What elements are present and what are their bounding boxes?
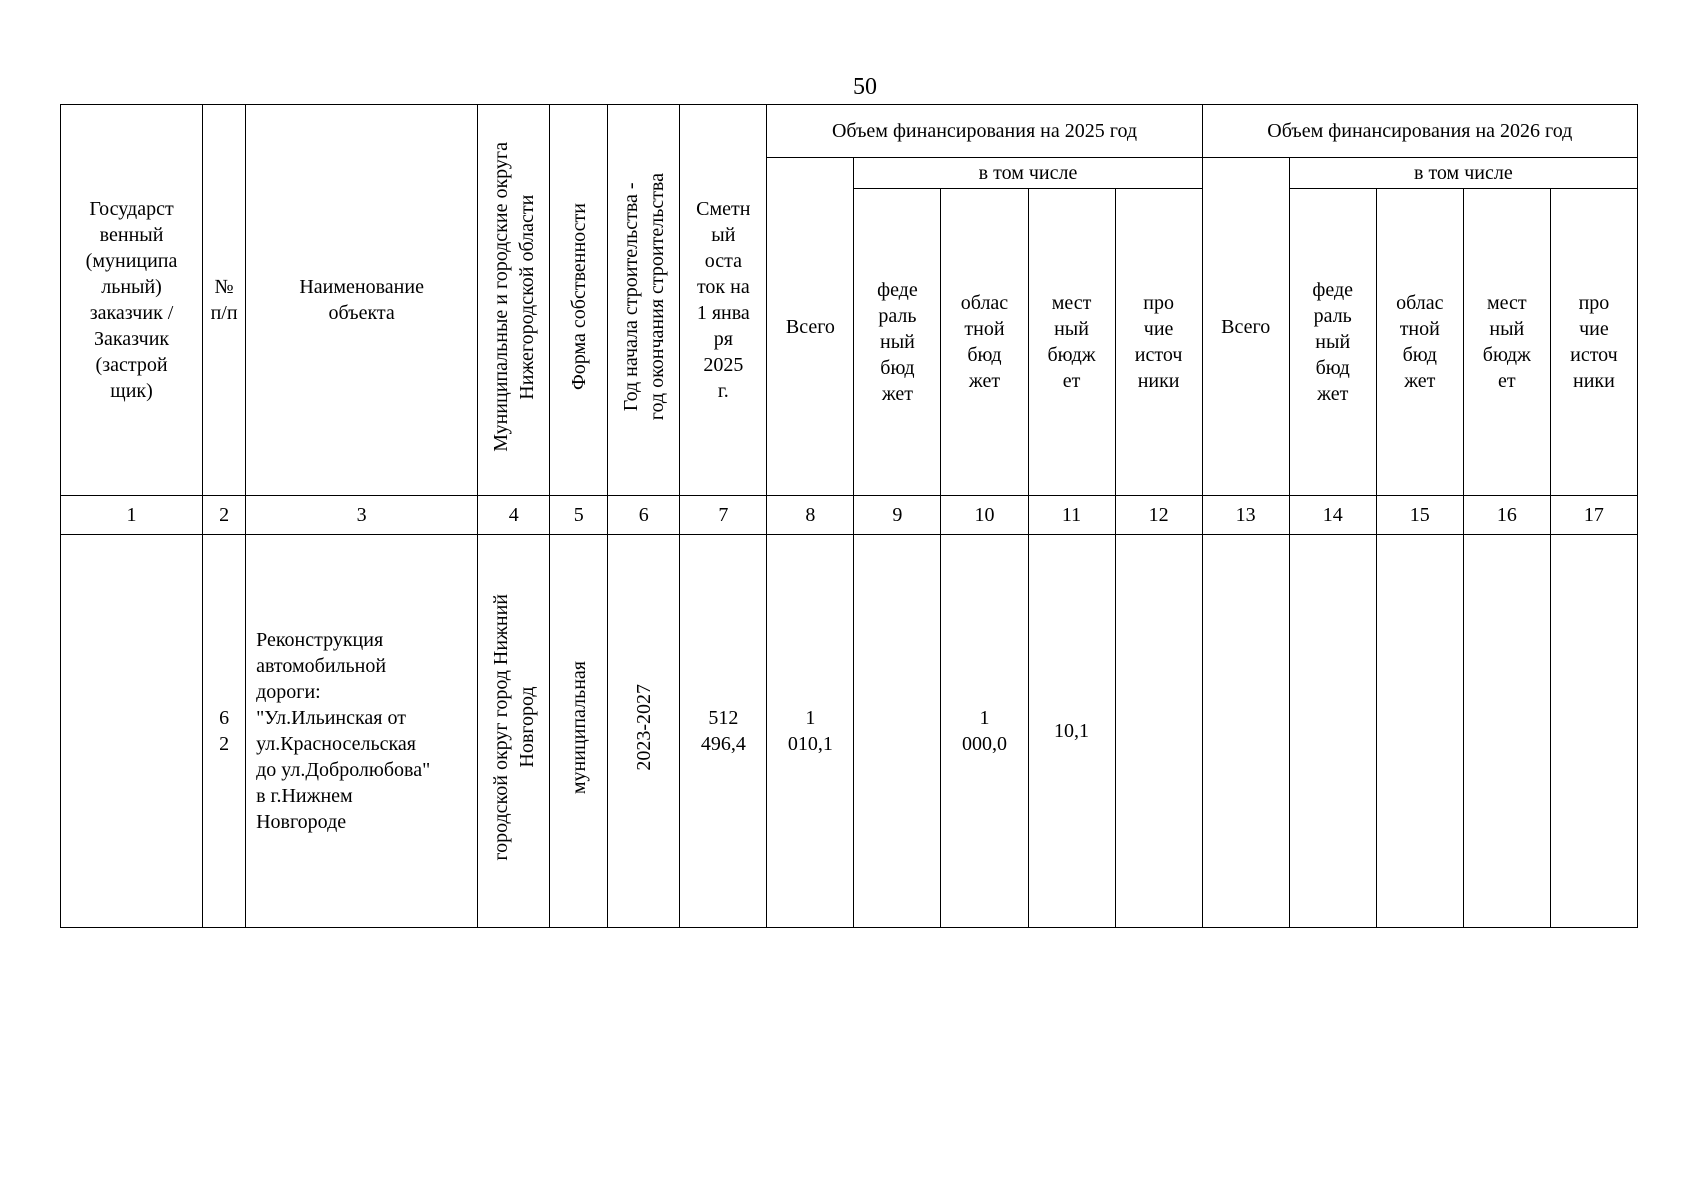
header-municipal: Муниципальные и городские округа Нижегородской области	[489, 141, 538, 452]
column-number: 14	[1289, 496, 1376, 535]
header-local-2026: мест ный бюдж ет	[1463, 189, 1550, 496]
cell-total-2025: 1 010,1	[767, 535, 854, 928]
header-object-name: Наименование объекта	[246, 105, 478, 496]
header-federal-2025: феде раль ный бюд жет	[854, 189, 941, 496]
cell-ownership-wrap	[550, 535, 608, 928]
column-number: 16	[1463, 496, 1550, 535]
header-federal-2026: феде раль ный бюд жет	[1289, 189, 1376, 496]
column-number: 3	[246, 496, 478, 535]
header-regional-2025: облас тной бюд жет	[941, 189, 1028, 496]
header-total-2026: Всего	[1202, 158, 1289, 496]
table-row	[61, 535, 1638, 928]
cell-years-wrap	[608, 535, 680, 928]
header-estimate: Сметн ый оста ток на 1 янва ря 2025 г.	[680, 105, 767, 496]
cell-federal-2025	[854, 535, 941, 928]
page-number: 50	[853, 74, 877, 100]
header-including-2025: в том числе	[854, 158, 1202, 189]
cell-estimate: 512 496,4	[680, 535, 767, 928]
column-number: 6	[608, 496, 680, 535]
cell-ownership: муниципальная	[567, 660, 590, 795]
column-number: 5	[550, 496, 608, 535]
header-municipal-cell	[478, 105, 550, 496]
cell-regional-2026	[1376, 535, 1463, 928]
header-ownership-cell	[550, 105, 608, 496]
column-number: 12	[1115, 496, 1202, 535]
cell-other-2025	[1115, 535, 1202, 928]
column-number: 8	[767, 496, 854, 535]
header-local-2025: мест ный бюдж ет	[1028, 189, 1115, 496]
cell-federal-2026	[1289, 535, 1376, 928]
cell-local-2026	[1463, 535, 1550, 928]
cell-customer	[61, 535, 203, 928]
header-years: Год начала строительства - год окончания строительства	[619, 172, 668, 421]
cell-local-2025: 10,1	[1028, 535, 1115, 928]
header-customer: Государст венный (муниципа льный) заказчик / Заказчик (застрой щик)	[61, 105, 203, 496]
column-number: 4	[478, 496, 550, 535]
cell-regional-2025: 1 000,0	[941, 535, 1028, 928]
cell-years: 2023-2027	[632, 684, 655, 771]
cell-municipal: городской округ город Нижний Новгород	[489, 594, 538, 861]
header-fin-2026: Объем финансирования на 2026 год	[1202, 105, 1637, 158]
header-num: № п/п	[203, 105, 246, 496]
header-other-2025: про чие источ ники	[1115, 189, 1202, 496]
cell-num: 6 2	[203, 535, 246, 928]
cell-other-2026	[1550, 535, 1637, 928]
column-number-row	[61, 496, 1638, 535]
header-regional-2026: облас тной бюд жет	[1376, 189, 1463, 496]
header-other-2026: про чие источ ники	[1550, 189, 1637, 496]
column-number: 13	[1202, 496, 1289, 535]
column-number: 15	[1376, 496, 1463, 535]
column-number: 11	[1028, 496, 1115, 535]
header-including-2026: в том числе	[1289, 158, 1637, 189]
header-total-2025: Всего	[767, 158, 854, 496]
column-number: 2	[203, 496, 246, 535]
column-number: 9	[854, 496, 941, 535]
header-fin-2025: Объем финансирования на 2025 год	[767, 105, 1202, 158]
column-number: 1	[61, 496, 203, 535]
cell-total-2026	[1202, 535, 1289, 928]
financing-table	[60, 104, 1638, 928]
cell-object-name: Реконструкция автомобильной дороги: "Ул.Ильинская от ул.Красносельская до ул.Добролюбова" в г.Нижнем Новгороде	[246, 535, 478, 928]
header-years-cell	[608, 105, 680, 496]
cell-municipal-wrap	[478, 535, 550, 928]
column-number: 17	[1550, 496, 1637, 535]
column-number: 7	[680, 496, 767, 535]
column-number: 10	[941, 496, 1028, 535]
header-ownership: Форма собственности	[567, 203, 590, 390]
